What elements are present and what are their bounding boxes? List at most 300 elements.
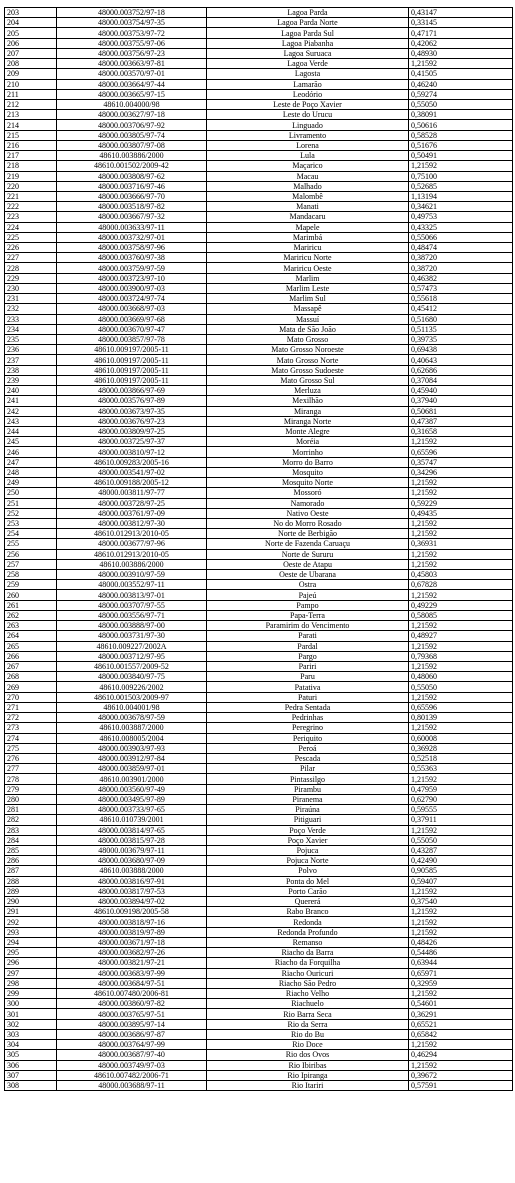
- process-number-cell: 48000.003495/97-89: [57, 794, 207, 804]
- table-row: [5, 529, 513, 539]
- table-row: [5, 927, 513, 937]
- table-row: [5, 794, 513, 804]
- field-name-cell: Miranga Norte: [207, 416, 409, 426]
- field-name-cell: Malombê: [207, 191, 409, 201]
- row-number-cell: 249: [5, 478, 57, 488]
- process-number-cell: 48000.003664/97-44: [57, 79, 207, 89]
- fields-table-body: [5, 8, 513, 1091]
- process-number-cell: 48610.001503/2009-97: [57, 692, 207, 702]
- process-number-cell: 48000.003819/97-89: [57, 927, 207, 937]
- row-number-cell: 285: [5, 845, 57, 855]
- value-cell: 1,21592: [409, 692, 513, 702]
- table-row: [5, 580, 513, 590]
- process-number-cell: 48000.003666/97-70: [57, 191, 207, 201]
- field-name-cell: Morro do Barro: [207, 457, 409, 467]
- value-cell: 0,47387: [409, 416, 513, 426]
- value-cell: 0,43147: [409, 8, 513, 18]
- value-cell: 0,59555: [409, 805, 513, 815]
- field-name-cell: Lorena: [207, 140, 409, 150]
- process-number-cell: 48000.003813/97-01: [57, 590, 207, 600]
- field-name-cell: Linguado: [207, 120, 409, 130]
- row-number-cell: 224: [5, 222, 57, 232]
- row-number-cell: 235: [5, 335, 57, 345]
- row-number-cell: 238: [5, 365, 57, 375]
- table-row: [5, 1029, 513, 1039]
- row-number-cell: 216: [5, 140, 57, 150]
- field-name-cell: Livramento: [207, 130, 409, 140]
- row-number-cell: 279: [5, 784, 57, 794]
- table-row: [5, 314, 513, 324]
- value-cell: 0,55050: [409, 835, 513, 845]
- field-name-cell: Malhado: [207, 181, 409, 191]
- process-number-cell: 48610.009198/2005-58: [57, 907, 207, 917]
- process-number-cell: 48000.003894/97-02: [57, 897, 207, 907]
- field-name-cell: Massuí: [207, 314, 409, 324]
- value-cell: 0,65971: [409, 968, 513, 978]
- row-number-cell: 276: [5, 753, 57, 763]
- table-row: [5, 518, 513, 528]
- table-row: [5, 447, 513, 457]
- value-cell: 0,48474: [409, 243, 513, 253]
- value-cell: 0,32959: [409, 978, 513, 988]
- process-number-cell: 48000.003671/97-18: [57, 937, 207, 947]
- value-cell: 1,21592: [409, 723, 513, 733]
- process-number-cell: 48610.007482/2006-71: [57, 1070, 207, 1080]
- row-number-cell: 237: [5, 355, 57, 365]
- field-name-cell: Riacho Velho: [207, 989, 409, 999]
- table-row: [5, 467, 513, 477]
- row-number-cell: 221: [5, 191, 57, 201]
- process-number-cell: 48000.003731/97-30: [57, 631, 207, 641]
- process-number-cell: 48000.003688/97-11: [57, 1080, 207, 1090]
- field-name-cell: Riachuelo: [207, 999, 409, 1009]
- row-number-cell: 231: [5, 294, 57, 304]
- process-number-cell: 48610.001557/2009-52: [57, 662, 207, 672]
- field-name-cell: Pilar: [207, 764, 409, 774]
- value-cell: 0,37911: [409, 815, 513, 825]
- table-row: [5, 723, 513, 733]
- field-name-cell: Mato Grosso: [207, 335, 409, 345]
- row-number-cell: 223: [5, 212, 57, 222]
- table-row: [5, 1019, 513, 1029]
- process-number-cell: 48610.003886/2000: [57, 559, 207, 569]
- process-number-cell: 48000.003680/97-09: [57, 856, 207, 866]
- table-row: [5, 1080, 513, 1090]
- value-cell: 1,21592: [409, 907, 513, 917]
- process-number-cell: 48000.003673/97-35: [57, 406, 207, 416]
- table-row: [5, 692, 513, 702]
- row-number-cell: 241: [5, 396, 57, 406]
- value-cell: 0,49753: [409, 212, 513, 222]
- process-number-cell: 48000.003733/97-65: [57, 805, 207, 815]
- table-row: [5, 866, 513, 876]
- field-name-cell: Nativo Oeste: [207, 508, 409, 518]
- table-row: [5, 774, 513, 784]
- process-number-cell: 48000.003912/97-84: [57, 753, 207, 763]
- value-cell: 0,43325: [409, 222, 513, 232]
- table-row: [5, 937, 513, 947]
- field-name-cell: Patativa: [207, 682, 409, 692]
- field-name-cell: Pajeú: [207, 590, 409, 600]
- row-number-cell: 275: [5, 743, 57, 753]
- field-name-cell: Lagosta: [207, 69, 409, 79]
- process-number-cell: 48000.003556/97-71: [57, 610, 207, 620]
- process-number-cell: 48000.003755/97-06: [57, 38, 207, 48]
- process-number-cell: 48000.003716/97-46: [57, 181, 207, 191]
- row-number-cell: 259: [5, 580, 57, 590]
- table-row: [5, 69, 513, 79]
- table-row: [5, 989, 513, 999]
- value-cell: 0,55050: [409, 99, 513, 109]
- row-number-cell: 245: [5, 437, 57, 447]
- process-number-cell: 48000.003677/97-96: [57, 539, 207, 549]
- table-row: [5, 18, 513, 28]
- value-cell: 0,52518: [409, 753, 513, 763]
- process-number-cell: 48000.003552/97-11: [57, 580, 207, 590]
- process-number-cell: 48000.003663/97-81: [57, 59, 207, 69]
- row-number-cell: 204: [5, 18, 57, 28]
- value-cell: 1,21592: [409, 549, 513, 559]
- row-number-cell: 258: [5, 570, 57, 580]
- table-row: [5, 549, 513, 559]
- row-number-cell: 205: [5, 28, 57, 38]
- table-row: [5, 1050, 513, 1060]
- table-row: [5, 682, 513, 692]
- table-row: [5, 999, 513, 1009]
- row-number-cell: 266: [5, 651, 57, 661]
- value-cell: 1,21592: [409, 1060, 513, 1070]
- table-row: [5, 570, 513, 580]
- field-name-cell: Macau: [207, 171, 409, 181]
- value-cell: 0,62686: [409, 365, 513, 375]
- process-number-cell: 48000.003732/97-01: [57, 232, 207, 242]
- field-name-cell: Pojuca Norte: [207, 856, 409, 866]
- value-cell: 0,39672: [409, 1070, 513, 1080]
- table-row: [5, 702, 513, 712]
- value-cell: 1,21592: [409, 590, 513, 600]
- process-number-cell: 48000.003859/97-01: [57, 764, 207, 774]
- row-number-cell: 206: [5, 38, 57, 48]
- field-name-cell: Pitiguari: [207, 815, 409, 825]
- value-cell: 1,21592: [409, 774, 513, 784]
- process-number-cell: 48610.004000/98: [57, 99, 207, 109]
- value-cell: 0,52685: [409, 181, 513, 191]
- row-number-cell: 203: [5, 8, 57, 18]
- process-number-cell: 48000.003706/97-92: [57, 120, 207, 130]
- process-number-cell: 48000.003683/97-99: [57, 968, 207, 978]
- value-cell: 0,37540: [409, 897, 513, 907]
- row-number-cell: 217: [5, 151, 57, 161]
- process-number-cell: 48000.003810/97-12: [57, 447, 207, 457]
- field-name-cell: Redonda: [207, 917, 409, 927]
- value-cell: 0,48426: [409, 937, 513, 947]
- process-number-cell: 48610.009283/2005-16: [57, 457, 207, 467]
- row-number-cell: 297: [5, 968, 57, 978]
- row-number-cell: 248: [5, 467, 57, 477]
- process-number-cell: 48000.003888/97-00: [57, 621, 207, 631]
- field-name-cell: Mato Grosso Norte: [207, 355, 409, 365]
- field-name-cell: Ponta do Mel: [207, 876, 409, 886]
- process-number-cell: 48610.003886/2000: [57, 151, 207, 161]
- field-name-cell: Paru: [207, 672, 409, 682]
- table-row: [5, 345, 513, 355]
- value-cell: 1,21592: [409, 1040, 513, 1050]
- process-number-cell: 48000.003684/97-51: [57, 978, 207, 988]
- table-row: [5, 621, 513, 631]
- process-number-cell: 48610.009197/2005-11: [57, 365, 207, 375]
- row-number-cell: 244: [5, 426, 57, 436]
- field-name-cell: Marlim Sul: [207, 294, 409, 304]
- process-number-cell: 48610.004001/98: [57, 702, 207, 712]
- row-number-cell: 233: [5, 314, 57, 324]
- value-cell: 0,50491: [409, 151, 513, 161]
- value-cell: 0,42490: [409, 856, 513, 866]
- field-name-cell: Leste do Urucu: [207, 110, 409, 120]
- process-number-cell: 48000.003840/97-75: [57, 672, 207, 682]
- table-row: [5, 457, 513, 467]
- row-number-cell: 234: [5, 324, 57, 334]
- value-cell: 0,65596: [409, 447, 513, 457]
- value-cell: 0,65596: [409, 702, 513, 712]
- field-name-cell: Pargo: [207, 651, 409, 661]
- row-number-cell: 269: [5, 682, 57, 692]
- table-row: [5, 631, 513, 641]
- value-cell: 1,21592: [409, 886, 513, 896]
- table-row: [5, 140, 513, 150]
- process-number-cell: 48000.003817/97-53: [57, 886, 207, 896]
- value-cell: 1,21592: [409, 917, 513, 927]
- fields-table: [4, 7, 513, 1091]
- process-number-cell: 48000.003570/97-01: [57, 69, 207, 79]
- table-row: [5, 478, 513, 488]
- table-row: [5, 876, 513, 886]
- row-number-cell: 284: [5, 835, 57, 845]
- row-number-cell: 230: [5, 283, 57, 293]
- value-cell: 0,38091: [409, 110, 513, 120]
- row-number-cell: 240: [5, 386, 57, 396]
- field-name-cell: Lagoa Parda Sul: [207, 28, 409, 38]
- process-number-cell: 48610.007480/2006-81: [57, 989, 207, 999]
- process-number-cell: 48000.003560/97-49: [57, 784, 207, 794]
- field-name-cell: Pedrinhas: [207, 713, 409, 723]
- row-number-cell: 262: [5, 610, 57, 620]
- value-cell: 1,21592: [409, 59, 513, 69]
- value-cell: 0,57473: [409, 283, 513, 293]
- process-number-cell: 48000.003805/97-74: [57, 130, 207, 140]
- table-row: [5, 202, 513, 212]
- field-name-cell: Mato Grosso Noroeste: [207, 345, 409, 355]
- field-name-cell: Papa-Terra: [207, 610, 409, 620]
- field-name-cell: Leste de Poço Xavier: [207, 99, 409, 109]
- row-number-cell: 305: [5, 1050, 57, 1060]
- row-number-cell: 300: [5, 999, 57, 1009]
- field-name-cell: Norte de Berbigão: [207, 529, 409, 539]
- field-name-cell: Pescada: [207, 753, 409, 763]
- field-name-cell: Massapê: [207, 304, 409, 314]
- value-cell: 0,51680: [409, 314, 513, 324]
- process-number-cell: 48610.003888/2000: [57, 866, 207, 876]
- row-number-cell: 226: [5, 243, 57, 253]
- process-number-cell: 48000.003910/97-59: [57, 570, 207, 580]
- value-cell: 1,13194: [409, 191, 513, 201]
- table-row: [5, 948, 513, 958]
- field-name-cell: Marlim: [207, 273, 409, 283]
- value-cell: 0,37940: [409, 396, 513, 406]
- row-number-cell: 210: [5, 79, 57, 89]
- value-cell: 0,58528: [409, 130, 513, 140]
- value-cell: 0,51676: [409, 140, 513, 150]
- field-name-cell: Parati: [207, 631, 409, 641]
- table-row: [5, 662, 513, 672]
- process-number-cell: 48000.003753/97-72: [57, 28, 207, 38]
- field-name-cell: Moréia: [207, 437, 409, 447]
- process-number-cell: 48000.003725/97-37: [57, 437, 207, 447]
- value-cell: 0,46382: [409, 273, 513, 283]
- field-name-cell: Marimbá: [207, 232, 409, 242]
- table-row: [5, 764, 513, 774]
- table-row: [5, 743, 513, 753]
- field-name-cell: Leodório: [207, 89, 409, 99]
- table-row: [5, 294, 513, 304]
- value-cell: 1,21592: [409, 488, 513, 498]
- field-name-cell: Peregrino: [207, 723, 409, 733]
- field-name-cell: Riacho Ouricuri: [207, 968, 409, 978]
- value-cell: 0,55618: [409, 294, 513, 304]
- field-name-cell: Rio Ibiribas: [207, 1060, 409, 1070]
- field-name-cell: Mandacaru: [207, 212, 409, 222]
- row-number-cell: 289: [5, 886, 57, 896]
- table-row: [5, 1009, 513, 1019]
- row-number-cell: 307: [5, 1070, 57, 1080]
- field-name-cell: Poço Verde: [207, 825, 409, 835]
- table-row: [5, 845, 513, 855]
- process-number-cell: 48610.010739/2001: [57, 815, 207, 825]
- table-row: [5, 406, 513, 416]
- table-row: [5, 508, 513, 518]
- table-row: [5, 120, 513, 130]
- value-cell: 0,54601: [409, 999, 513, 1009]
- table-row: [5, 815, 513, 825]
- table-row: [5, 426, 513, 436]
- field-name-cell: Polvo: [207, 866, 409, 876]
- field-name-cell: Mariricu Oeste: [207, 263, 409, 273]
- process-number-cell: 48610.003901/2000: [57, 774, 207, 784]
- row-number-cell: 219: [5, 171, 57, 181]
- process-number-cell: 48000.003627/97-18: [57, 110, 207, 120]
- value-cell: 0,34296: [409, 467, 513, 477]
- row-number-cell: 236: [5, 345, 57, 355]
- table-row: [5, 610, 513, 620]
- field-name-cell: Maçarico: [207, 161, 409, 171]
- table-row: [5, 907, 513, 917]
- value-cell: 0,45940: [409, 386, 513, 396]
- field-name-cell: Monte Alegre: [207, 426, 409, 436]
- process-number-cell: 48000.003676/97-23: [57, 416, 207, 426]
- row-number-cell: 280: [5, 794, 57, 804]
- process-number-cell: 48000.003749/97-03: [57, 1060, 207, 1070]
- table-row: [5, 324, 513, 334]
- process-number-cell: 48000.003857/97-78: [57, 335, 207, 345]
- process-number-cell: 48000.003812/97-30: [57, 518, 207, 528]
- value-cell: 0,41505: [409, 69, 513, 79]
- row-number-cell: 254: [5, 529, 57, 539]
- field-name-cell: Rio da Serra: [207, 1019, 409, 1029]
- field-name-cell: Pirambu: [207, 784, 409, 794]
- field-name-cell: Piraúna: [207, 805, 409, 815]
- table-row: [5, 784, 513, 794]
- row-number-cell: 209: [5, 69, 57, 79]
- field-name-cell: Mapele: [207, 222, 409, 232]
- table-row: [5, 28, 513, 38]
- row-number-cell: 247: [5, 457, 57, 467]
- field-name-cell: Morrinho: [207, 447, 409, 457]
- value-cell: 1,21592: [409, 989, 513, 999]
- field-name-cell: Lagoa Piabanha: [207, 38, 409, 48]
- row-number-cell: 250: [5, 488, 57, 498]
- process-number-cell: 48610.003887/2000: [57, 723, 207, 733]
- field-name-cell: Piranema: [207, 794, 409, 804]
- table-row: [5, 416, 513, 426]
- row-number-cell: 268: [5, 672, 57, 682]
- value-cell: 1,21592: [409, 161, 513, 171]
- value-cell: 0,50616: [409, 120, 513, 130]
- process-number-cell: 48000.003752/97-18: [57, 8, 207, 18]
- row-number-cell: 220: [5, 181, 57, 191]
- row-number-cell: 225: [5, 232, 57, 242]
- process-number-cell: 48000.003808/97-62: [57, 171, 207, 181]
- process-number-cell: 48000.003541/97-02: [57, 467, 207, 477]
- process-number-cell: 48000.003669/97-68: [57, 314, 207, 324]
- process-number-cell: 48000.003809/97-25: [57, 426, 207, 436]
- row-number-cell: 256: [5, 549, 57, 559]
- value-cell: 0,58085: [409, 610, 513, 620]
- row-number-cell: 272: [5, 713, 57, 723]
- process-number-cell: 48000.003759/97-59: [57, 263, 207, 273]
- value-cell: 0,42062: [409, 38, 513, 48]
- process-number-cell: 48000.003518/97-82: [57, 202, 207, 212]
- row-number-cell: 282: [5, 815, 57, 825]
- row-number-cell: 242: [5, 406, 57, 416]
- process-number-cell: 48000.003686/97-87: [57, 1029, 207, 1039]
- table-row: [5, 651, 513, 661]
- field-name-cell: Mariricu Norte: [207, 253, 409, 263]
- value-cell: 0,59229: [409, 498, 513, 508]
- table-row: [5, 59, 513, 69]
- table-row: [5, 263, 513, 273]
- row-number-cell: 263: [5, 621, 57, 631]
- table-row: [5, 897, 513, 907]
- field-name-cell: Mato Grosso Sul: [207, 375, 409, 385]
- value-cell: 0,59407: [409, 876, 513, 886]
- value-cell: 0,55066: [409, 232, 513, 242]
- table-row: [5, 243, 513, 253]
- process-number-cell: 48000.003758/97-96: [57, 243, 207, 253]
- field-name-cell: Riacho São Pedro: [207, 978, 409, 988]
- table-row: [5, 590, 513, 600]
- value-cell: 1,21592: [409, 437, 513, 447]
- field-name-cell: Porto Carão: [207, 886, 409, 896]
- table-row: [5, 886, 513, 896]
- process-number-cell: 48000.003815/97-28: [57, 835, 207, 845]
- table-row: [5, 600, 513, 610]
- value-cell: 0,46294: [409, 1050, 513, 1060]
- process-number-cell: 48610.009227/2002A: [57, 641, 207, 651]
- table-row: [5, 1040, 513, 1050]
- process-number-cell: 48000.003679/97-11: [57, 845, 207, 855]
- row-number-cell: 218: [5, 161, 57, 171]
- process-number-cell: 48000.003723/97-10: [57, 273, 207, 283]
- table-row: [5, 396, 513, 406]
